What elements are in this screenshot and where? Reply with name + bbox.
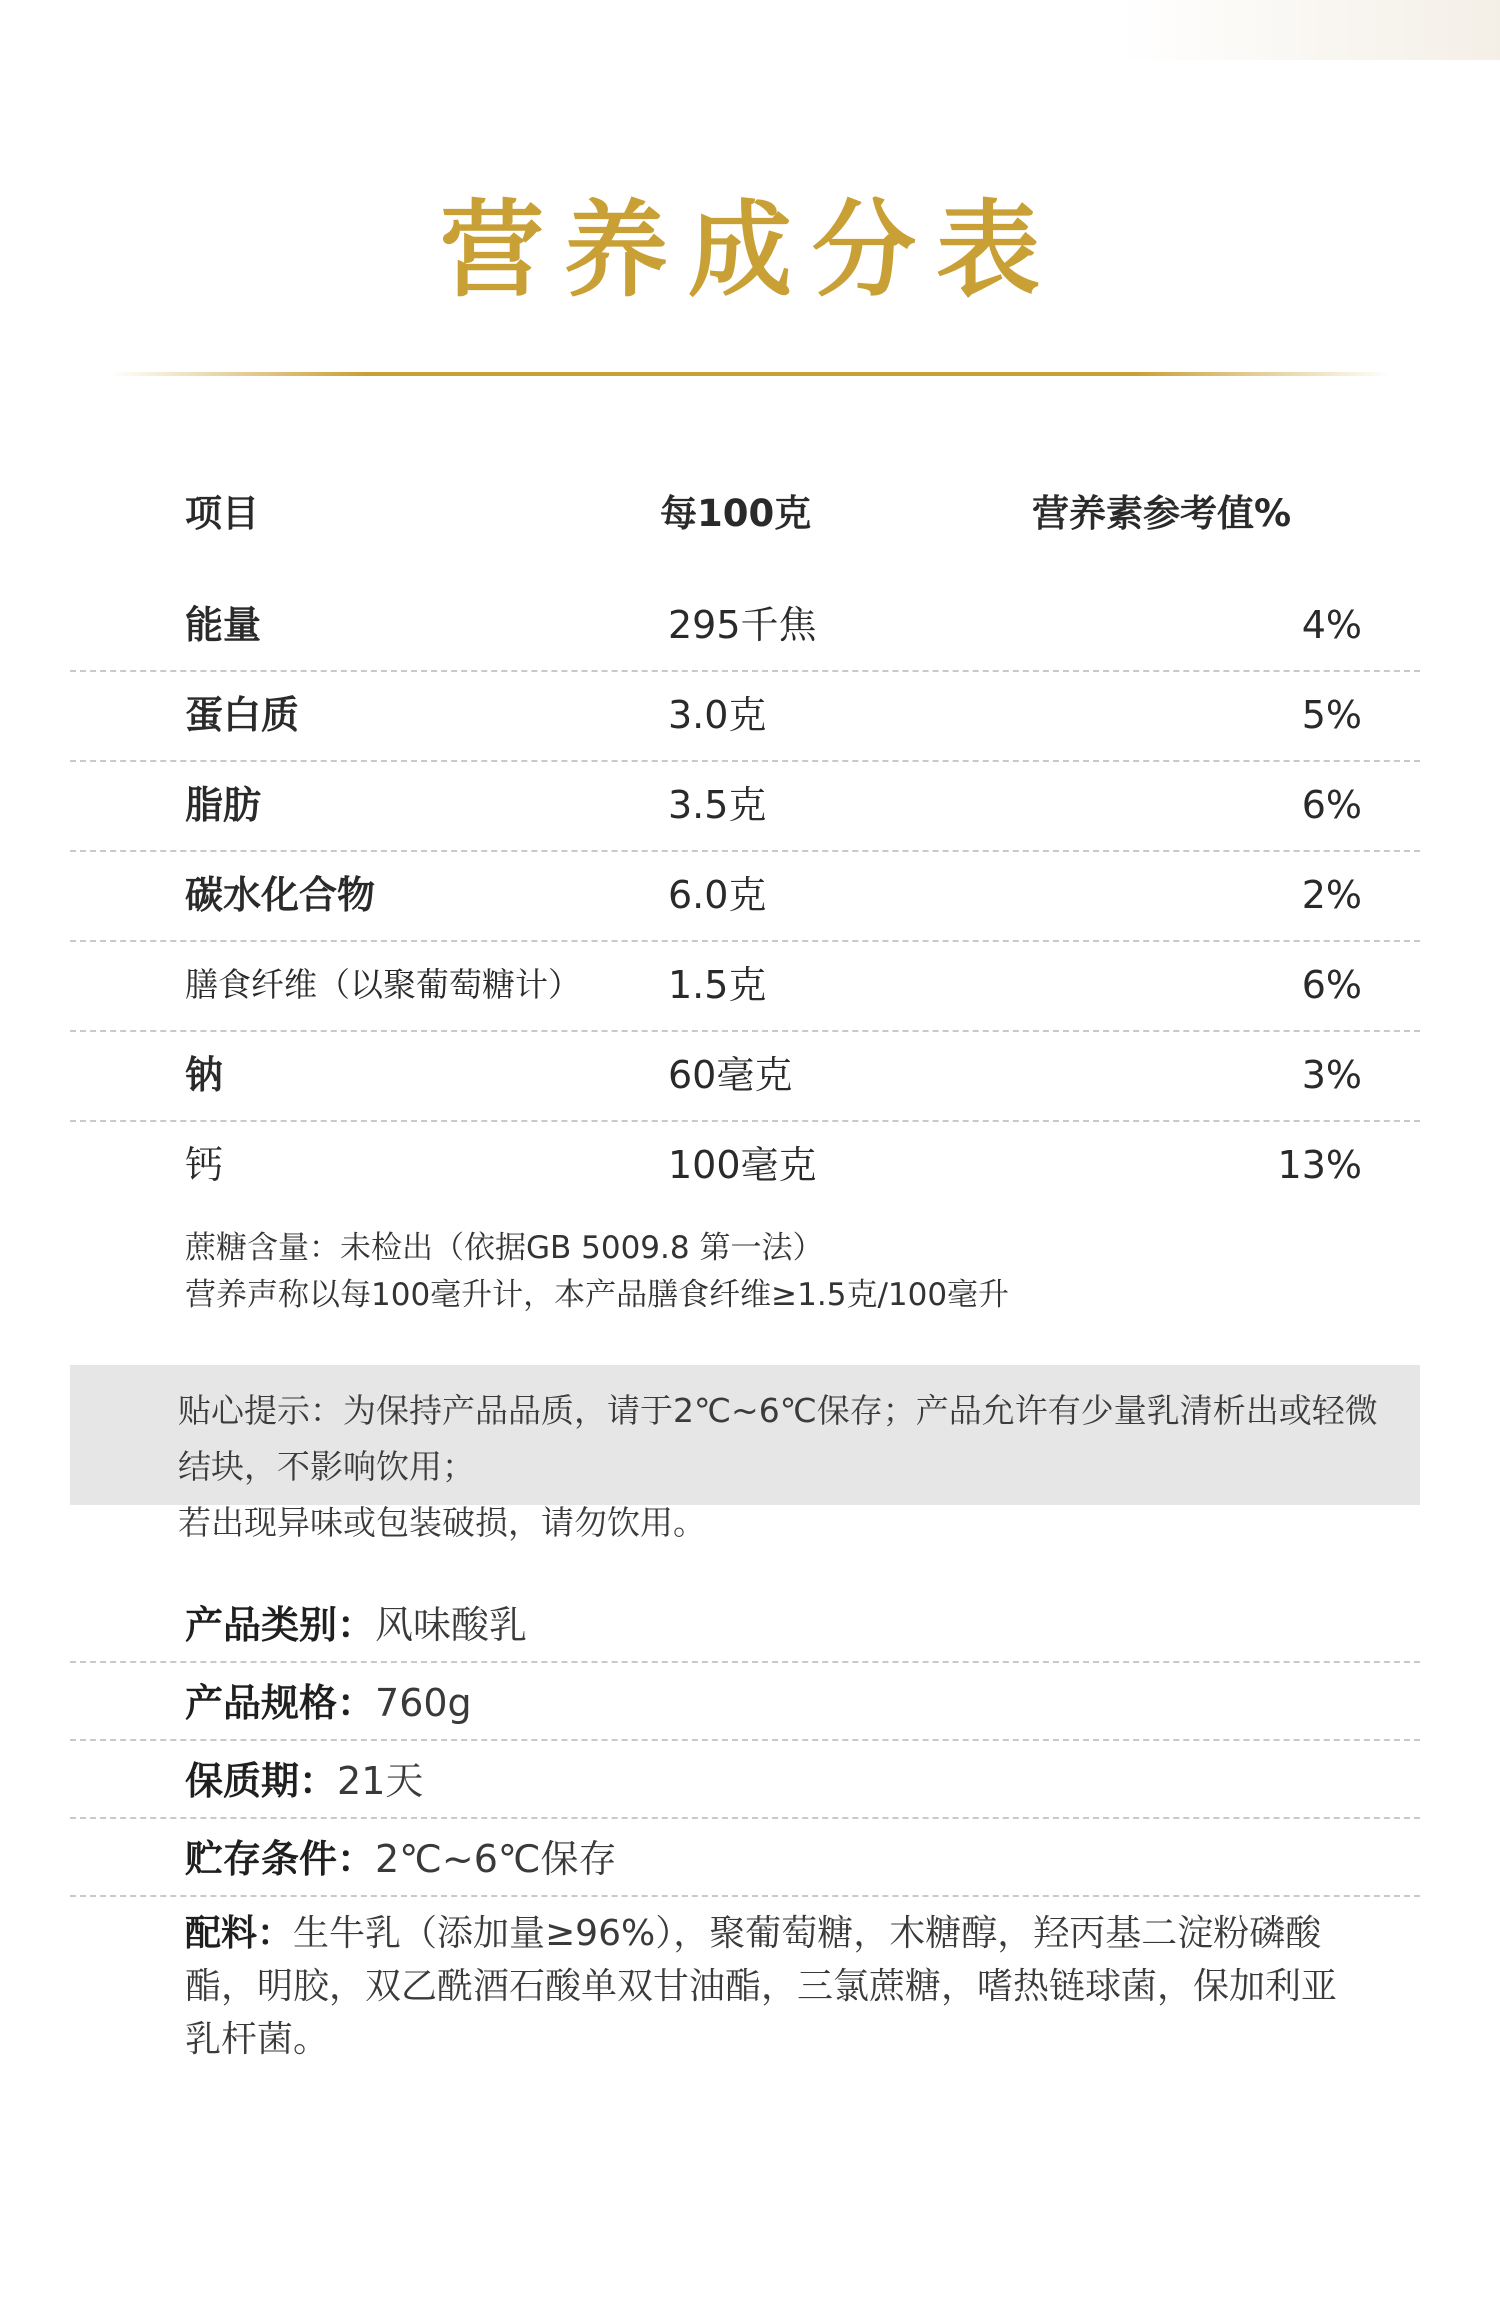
nutrient-per100: 6.0克 bbox=[668, 873, 767, 917]
nutrition-table bbox=[70, 582, 1420, 1212]
nutrient-nrv: 2% bbox=[1301, 873, 1362, 917]
header-nrv: 营养素参考值% bbox=[1032, 492, 1292, 535]
tip-box bbox=[70, 1365, 1420, 1542]
nutrition-table-header bbox=[0, 484, 1500, 544]
nutrient-nrv: 6% bbox=[1301, 783, 1362, 827]
ingredients-label: 配料： bbox=[185, 1913, 294, 1954]
storage-label: 贮存条件： bbox=[185, 1837, 376, 1881]
category-value: 风味酸乳 bbox=[375, 1603, 528, 1647]
nutrient-per100: 60毫克 bbox=[668, 1053, 793, 1097]
nutrient-per100: 295千焦 bbox=[668, 603, 817, 647]
tip-line: 贴心提示：为保持产品品质，请于2℃~6℃保存；产品允许有少量乳清析出或轻微结块，不影响饮用； bbox=[178, 1391, 1378, 1486]
nutrient-name: 钠 bbox=[185, 1053, 224, 1097]
ingredients bbox=[70, 1897, 1420, 2066]
ingredients-value: 生牛乳（添加量≥96%），聚葡萄糖，木糖醇，羟丙基二淀粉磷酸酯，明胶，双乙酰酒石酸单双甘油酯，三氯蔗糖，嗜热链球菌，保加利亚乳杆菌。 bbox=[185, 1913, 1338, 2060]
nutrient-name: 脂肪 bbox=[185, 783, 262, 827]
title-divider bbox=[110, 372, 1390, 376]
table-row bbox=[70, 1032, 1420, 1122]
info-row-storage bbox=[70, 1819, 1420, 1897]
nutrient-nrv: 13% bbox=[1277, 1143, 1362, 1187]
info-row-category bbox=[70, 1585, 1420, 1663]
table-row bbox=[70, 582, 1420, 672]
nutrient-name: 膳食纤维（以聚葡萄糖计） bbox=[185, 965, 581, 1004]
nutrient-nrv: 5% bbox=[1301, 693, 1362, 737]
storage-value: 2℃~6℃保存 bbox=[375, 1837, 617, 1881]
nutrient-name: 蛋白质 bbox=[185, 693, 300, 737]
spec-label: 产品规格： bbox=[185, 1681, 376, 1725]
table-notes bbox=[185, 1225, 1009, 1319]
shelf-life-label: 保质期： bbox=[185, 1759, 338, 1803]
info-row-spec bbox=[70, 1663, 1420, 1741]
nutrition-claim-note: 营养声称以每100毫升计，本产品膳食纤维≥1.5克/100毫升 bbox=[185, 1277, 1010, 1313]
nutrient-per100: 3.0克 bbox=[668, 693, 767, 737]
table-row bbox=[70, 1122, 1420, 1212]
table-row bbox=[70, 762, 1420, 852]
nutrient-name: 碳水化合物 bbox=[185, 873, 376, 917]
product-info bbox=[70, 1585, 1420, 2066]
info-row-shelf-life bbox=[70, 1741, 1420, 1819]
nutrient-per100: 100毫克 bbox=[668, 1143, 817, 1187]
tip-line: 若出现异味或包装破损，请勿饮用。 bbox=[178, 1503, 706, 1542]
shelf-life-value: 21天 bbox=[337, 1759, 424, 1803]
sucrose-note: 蔗糖含量：未检出（依据GB 5009.8 第一法） bbox=[185, 1230, 824, 1266]
nutrient-name: 能量 bbox=[185, 603, 262, 647]
table-row bbox=[70, 942, 1420, 1032]
table-row bbox=[70, 672, 1420, 762]
spec-value: 760g bbox=[375, 1681, 472, 1725]
category-label: 产品类别： bbox=[185, 1603, 376, 1647]
header-item: 项目 bbox=[185, 492, 259, 535]
nutrient-per100: 1.5克 bbox=[668, 963, 767, 1007]
page-title: 营养成分表 bbox=[439, 189, 1060, 311]
corner-shade bbox=[1120, 0, 1500, 60]
header-per100: 每100克 bbox=[660, 492, 812, 535]
nutrient-nrv: 3% bbox=[1301, 1053, 1362, 1097]
nutrient-nrv: 4% bbox=[1301, 603, 1362, 647]
table-row bbox=[70, 852, 1420, 942]
nutrient-per100: 3.5克 bbox=[668, 783, 767, 827]
nutrient-name: 钙 bbox=[185, 1143, 224, 1187]
nutrient-nrv: 6% bbox=[1301, 963, 1362, 1007]
